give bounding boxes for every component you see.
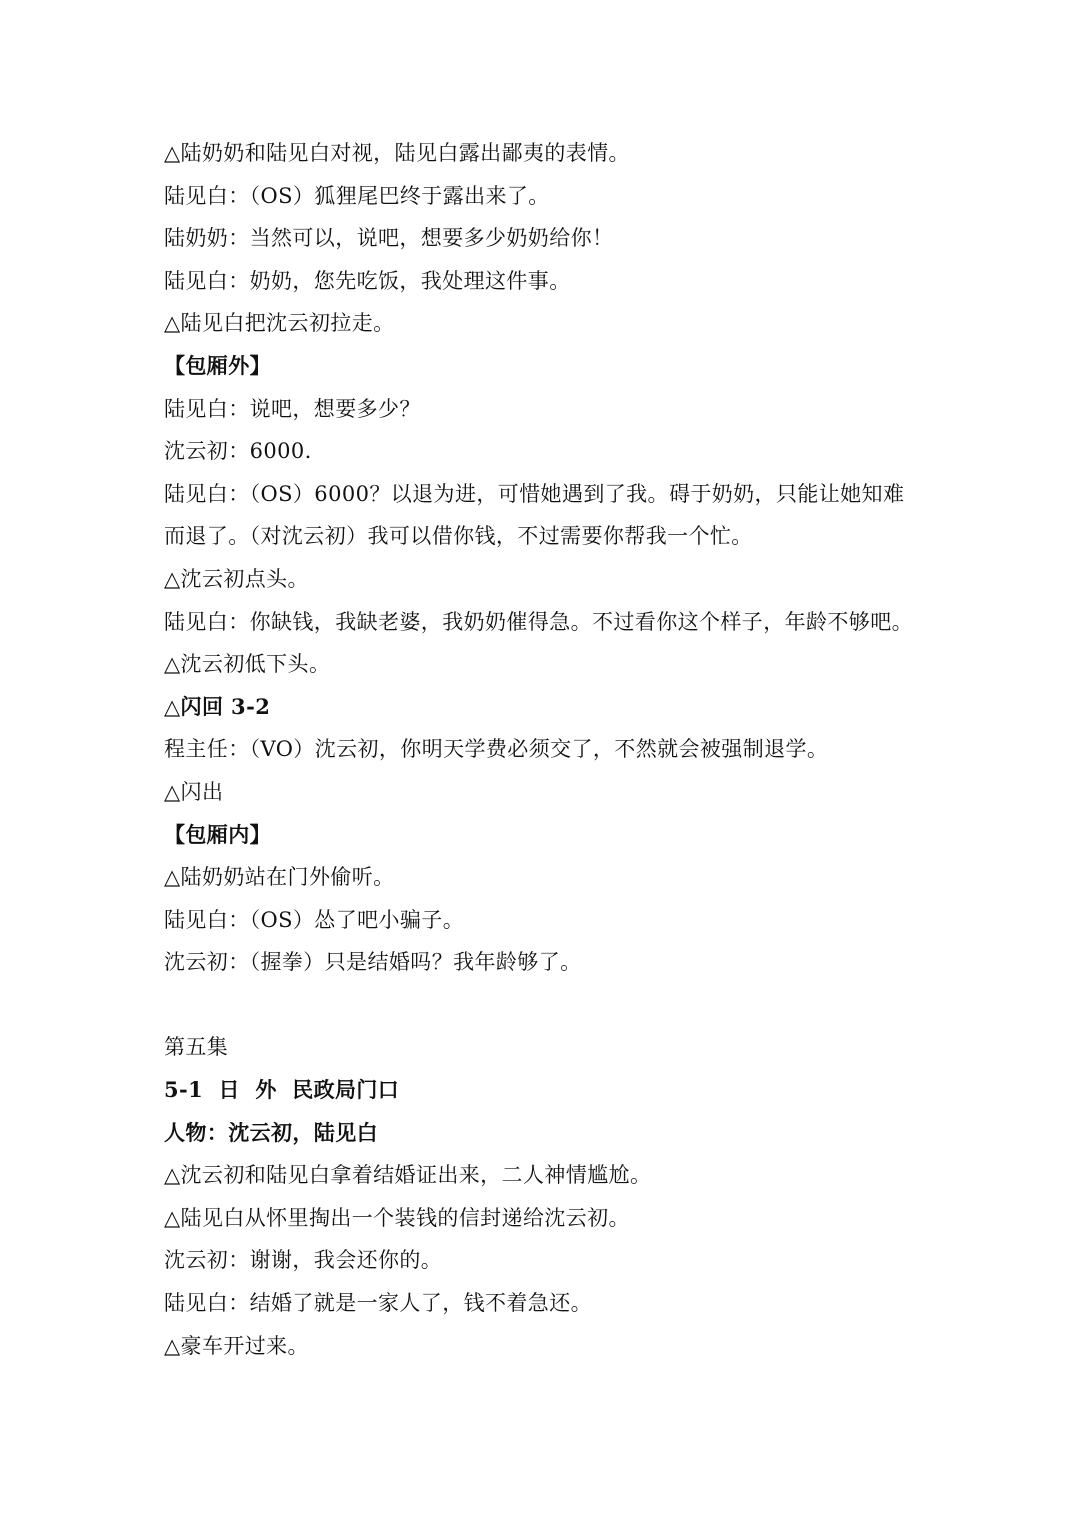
stage-direction: △沈云初和陆见白拿着结婚证出来，二人神情尴尬。: [164, 1163, 652, 1188]
scene-location-heading: 【包厢内】: [164, 821, 271, 847]
stage-direction: △陆奶奶和陆见白对视，陆见白露出鄙夷的表情。: [164, 141, 630, 165]
stage-direction: △陆见白从怀里掏出一个装钱的信封递给沈云初。: [164, 1205, 630, 1230]
dialogue-line: 陆见白：说吧，想要多少？: [164, 396, 421, 421]
dialogue-line: 陆见白：（OS）6000？以退为进，可惜她遇到了我。碍于奶奶，只能让她知难而退了。（对沈云初）我可以借你钱，不过需要你帮我一个忙。: [164, 481, 905, 549]
dialogue-line: 程主任：（VO）沈云初，你明天学费必须交了，不然就会被强制退学。: [164, 737, 829, 762]
dialogue-line: 沈云初：6000.: [164, 439, 312, 464]
episode-title: 第五集: [164, 1035, 229, 1060]
characters-line: 人物：沈云初，陆见白: [164, 1119, 378, 1145]
flashback-heading: △闪回 3-2: [164, 693, 271, 719]
scene-heading: 5-1 日 外 民政局门口: [164, 1077, 400, 1103]
dialogue-line: 陆见白：你缺钱，我缺老婆，我奶奶催得急。不过看你这个样子，年龄不够吧。: [164, 609, 913, 634]
stage-direction: △闪出: [164, 779, 224, 804]
stage-direction: △陆见白把沈云初拉走。: [164, 311, 395, 336]
stage-direction: △陆奶奶站在门外偷听。: [164, 865, 395, 890]
dialogue-line: 陆见白：奶奶，您先吃饭，我处理这件事。: [164, 268, 571, 293]
dialogue-line: 陆见白：（OS）狐狸尾巴终于露出来了。: [164, 183, 550, 208]
dialogue-line: 陆见白：（OS）怂了吧小骗子。: [164, 907, 465, 932]
dialogue-line: 陆奶奶：当然可以，说吧，想要多少奶奶给你！: [164, 226, 614, 251]
stage-direction: △沈云初点头。: [164, 566, 309, 591]
stage-direction: △豪车开过来。: [164, 1333, 309, 1358]
blank-line: [164, 984, 924, 1027]
dialogue-line: 沈云初：谢谢，我会还你的。: [164, 1248, 443, 1273]
dialogue-line: 沈云初：（握拳）只是结婚吗？我年龄够了。: [164, 950, 582, 975]
scene-location-heading: 【包厢外】: [164, 352, 271, 378]
script-body: [164, 132, 924, 1367]
stage-direction: △沈云初低下头。: [164, 652, 331, 677]
dialogue-line: 陆见白：结婚了就是一家人了，钱不着急还。: [164, 1291, 592, 1316]
